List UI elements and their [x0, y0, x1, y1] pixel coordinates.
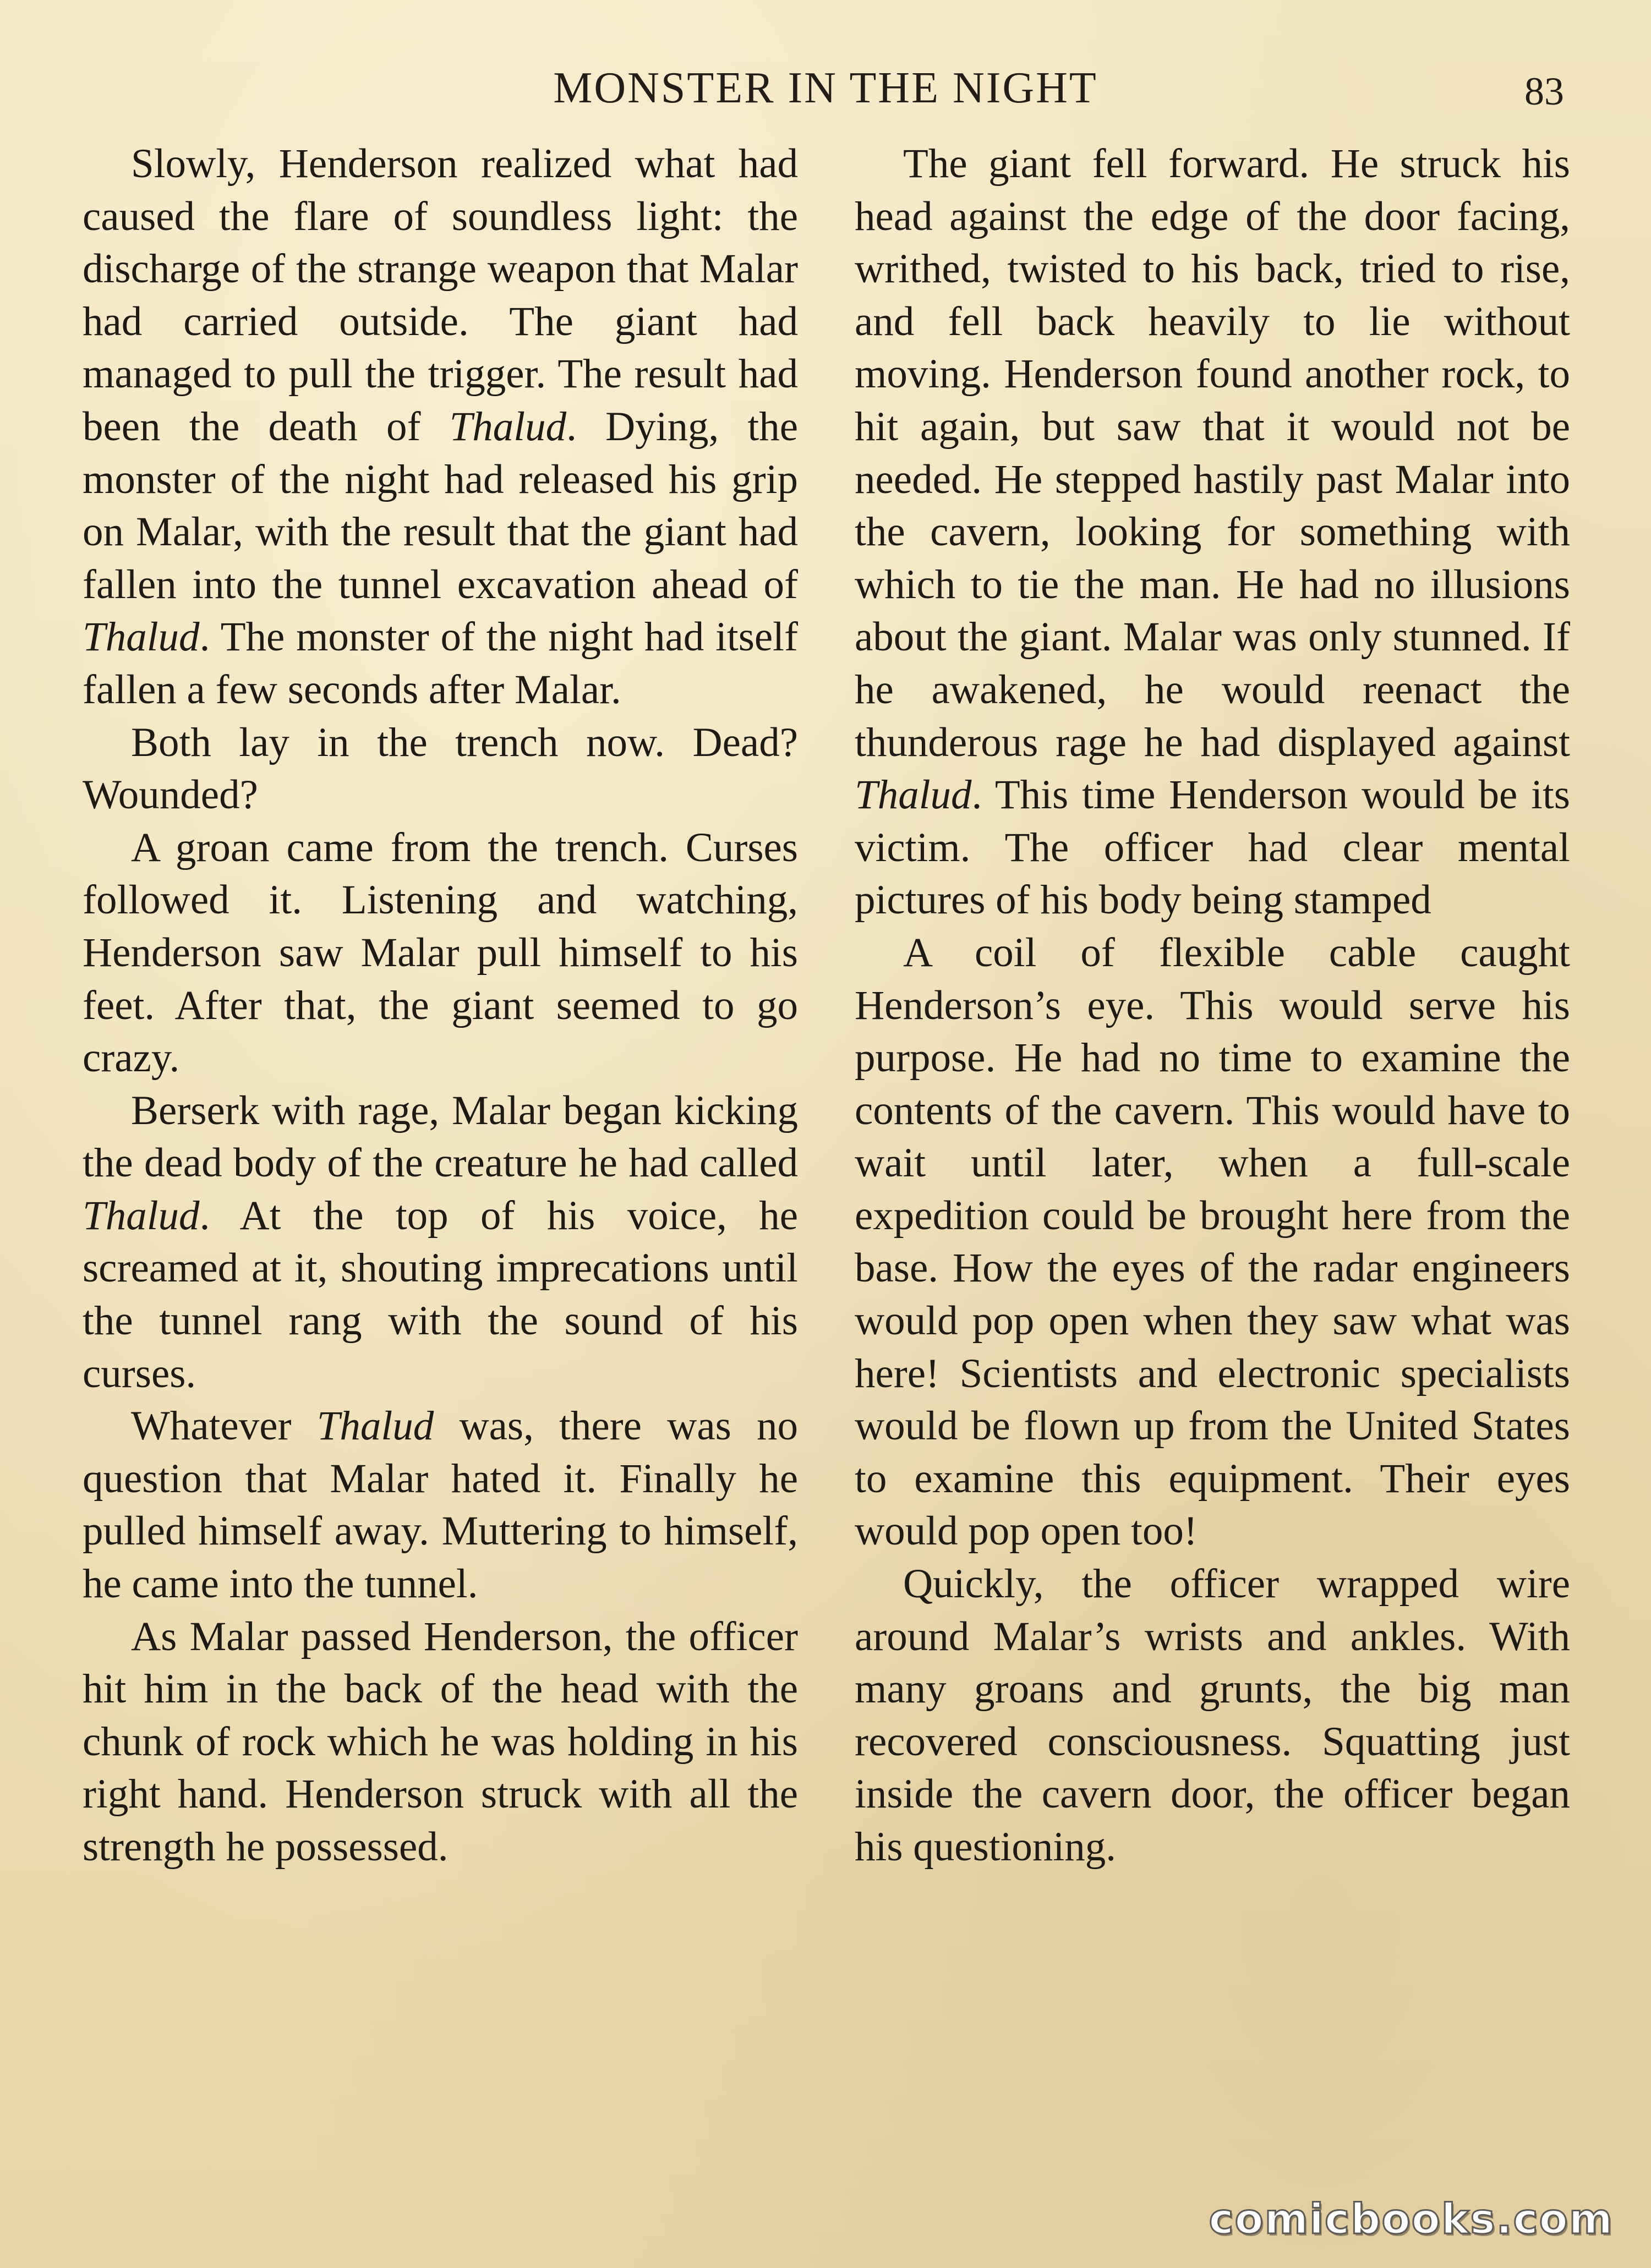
text-run: A coil of flexible cable caught Henderson’s eye. This would serve his purpose. He had no time to examine the contents of the cavern. This would have to wait until later, when a full-scale expedition could be brought here from the base. How the eyes of the radar engineers would pop open when they saw what was here! Scientists and electronic specialists would be flown up from the United States to examine this equipment. Their eyes would pop open too! — [855, 929, 1570, 1554]
italic-text: Thalud — [855, 772, 972, 818]
running-title: MONSTER IN THE NIGHT — [553, 64, 1098, 112]
text-run: A groan came from the trench. Curses followed it. Listening and watching, Henderson saw Malar pull himself to his feet. After that, the giant seemed to go crazy. — [83, 824, 798, 1081]
text-run: Both lay in the trench now. Dead? Wounded? — [83, 719, 798, 818]
page-header — [0, 58, 1651, 118]
italic-text: Thalud — [83, 1192, 200, 1239]
paragraph — [855, 1558, 1570, 1873]
italic-text: Thalud — [83, 614, 200, 660]
text-run: Whatever — [131, 1403, 317, 1449]
text-run: . Dying, the monster of the night had released his grip on Malar, with the result that the giant had fallen into the tunnel excavation ahead of — [83, 403, 798, 607]
paragraph — [855, 138, 1570, 927]
paragraph — [83, 716, 798, 821]
text-column-right — [855, 138, 1570, 2195]
text-run: was, there was no question that Malar hated it. Finally he pulled himself away. Muttering to himself, he came into the tunnel. — [83, 1403, 798, 1607]
italic-text: Thalud — [316, 1403, 434, 1449]
italic-text: Thalud — [449, 403, 567, 450]
paragraph — [83, 1084, 798, 1400]
paragraph — [83, 1400, 798, 1610]
paragraph — [83, 1610, 798, 1873]
text-column-left — [83, 138, 798, 2195]
paragraph — [83, 821, 798, 1084]
paragraph — [855, 927, 1570, 1558]
text-run: Quickly, the officer wrapped wire around Malar’s wrists and ankles. With many groans and grunts, the big man recovered consciousness. Squatting just inside the cavern door, the officer began his questioning. — [855, 1561, 1570, 1870]
text-run: As Malar passed Henderson, the officer hit him in the back of the head with the chunk of rock which he was holding in his right hand. Henderson struck with all the strength he possessed. — [83, 1613, 798, 1870]
paragraph — [83, 138, 798, 716]
text-run: Slowly, Henderson realized what had caused the flare of soundless light: the discharge of the strange weapon that Malar had carried outside. The giant had managed to pull the trigger. The result had been the death of — [83, 141, 798, 450]
page-number: 83 — [1524, 69, 1564, 113]
text-run: . This time Henderson would be its victim. The officer had clear mental pictures of his body being stamped — [855, 772, 1570, 923]
text-run: . At the top of his voice, he screamed at it, shouting imprecations until the tunnel rang with the sound of his curses. — [83, 1192, 798, 1396]
text-run: The giant fell forward. He struck his head against the edge of the door facing, writhed, twisted to his back, tried to rise, and fell back heavily to lie without moving. Henderson found another rock, to hit again, but saw that it would not be needed. He stepped hastily past Malar into the cavern, looking for something with which to tie the man. He had no illusions about the giant. Malar was only stunned. If he awakened, he would reenact the thunderous rage he had displayed against — [855, 141, 1570, 765]
watermark: comicbooks.com — [1209, 2194, 1614, 2243]
text-run: . The monster of the night had itself fallen a few seconds after Malar. — [83, 614, 798, 713]
text-run: Berserk with rage, Malar began kicking the dead body of the creature he had called — [83, 1087, 798, 1186]
